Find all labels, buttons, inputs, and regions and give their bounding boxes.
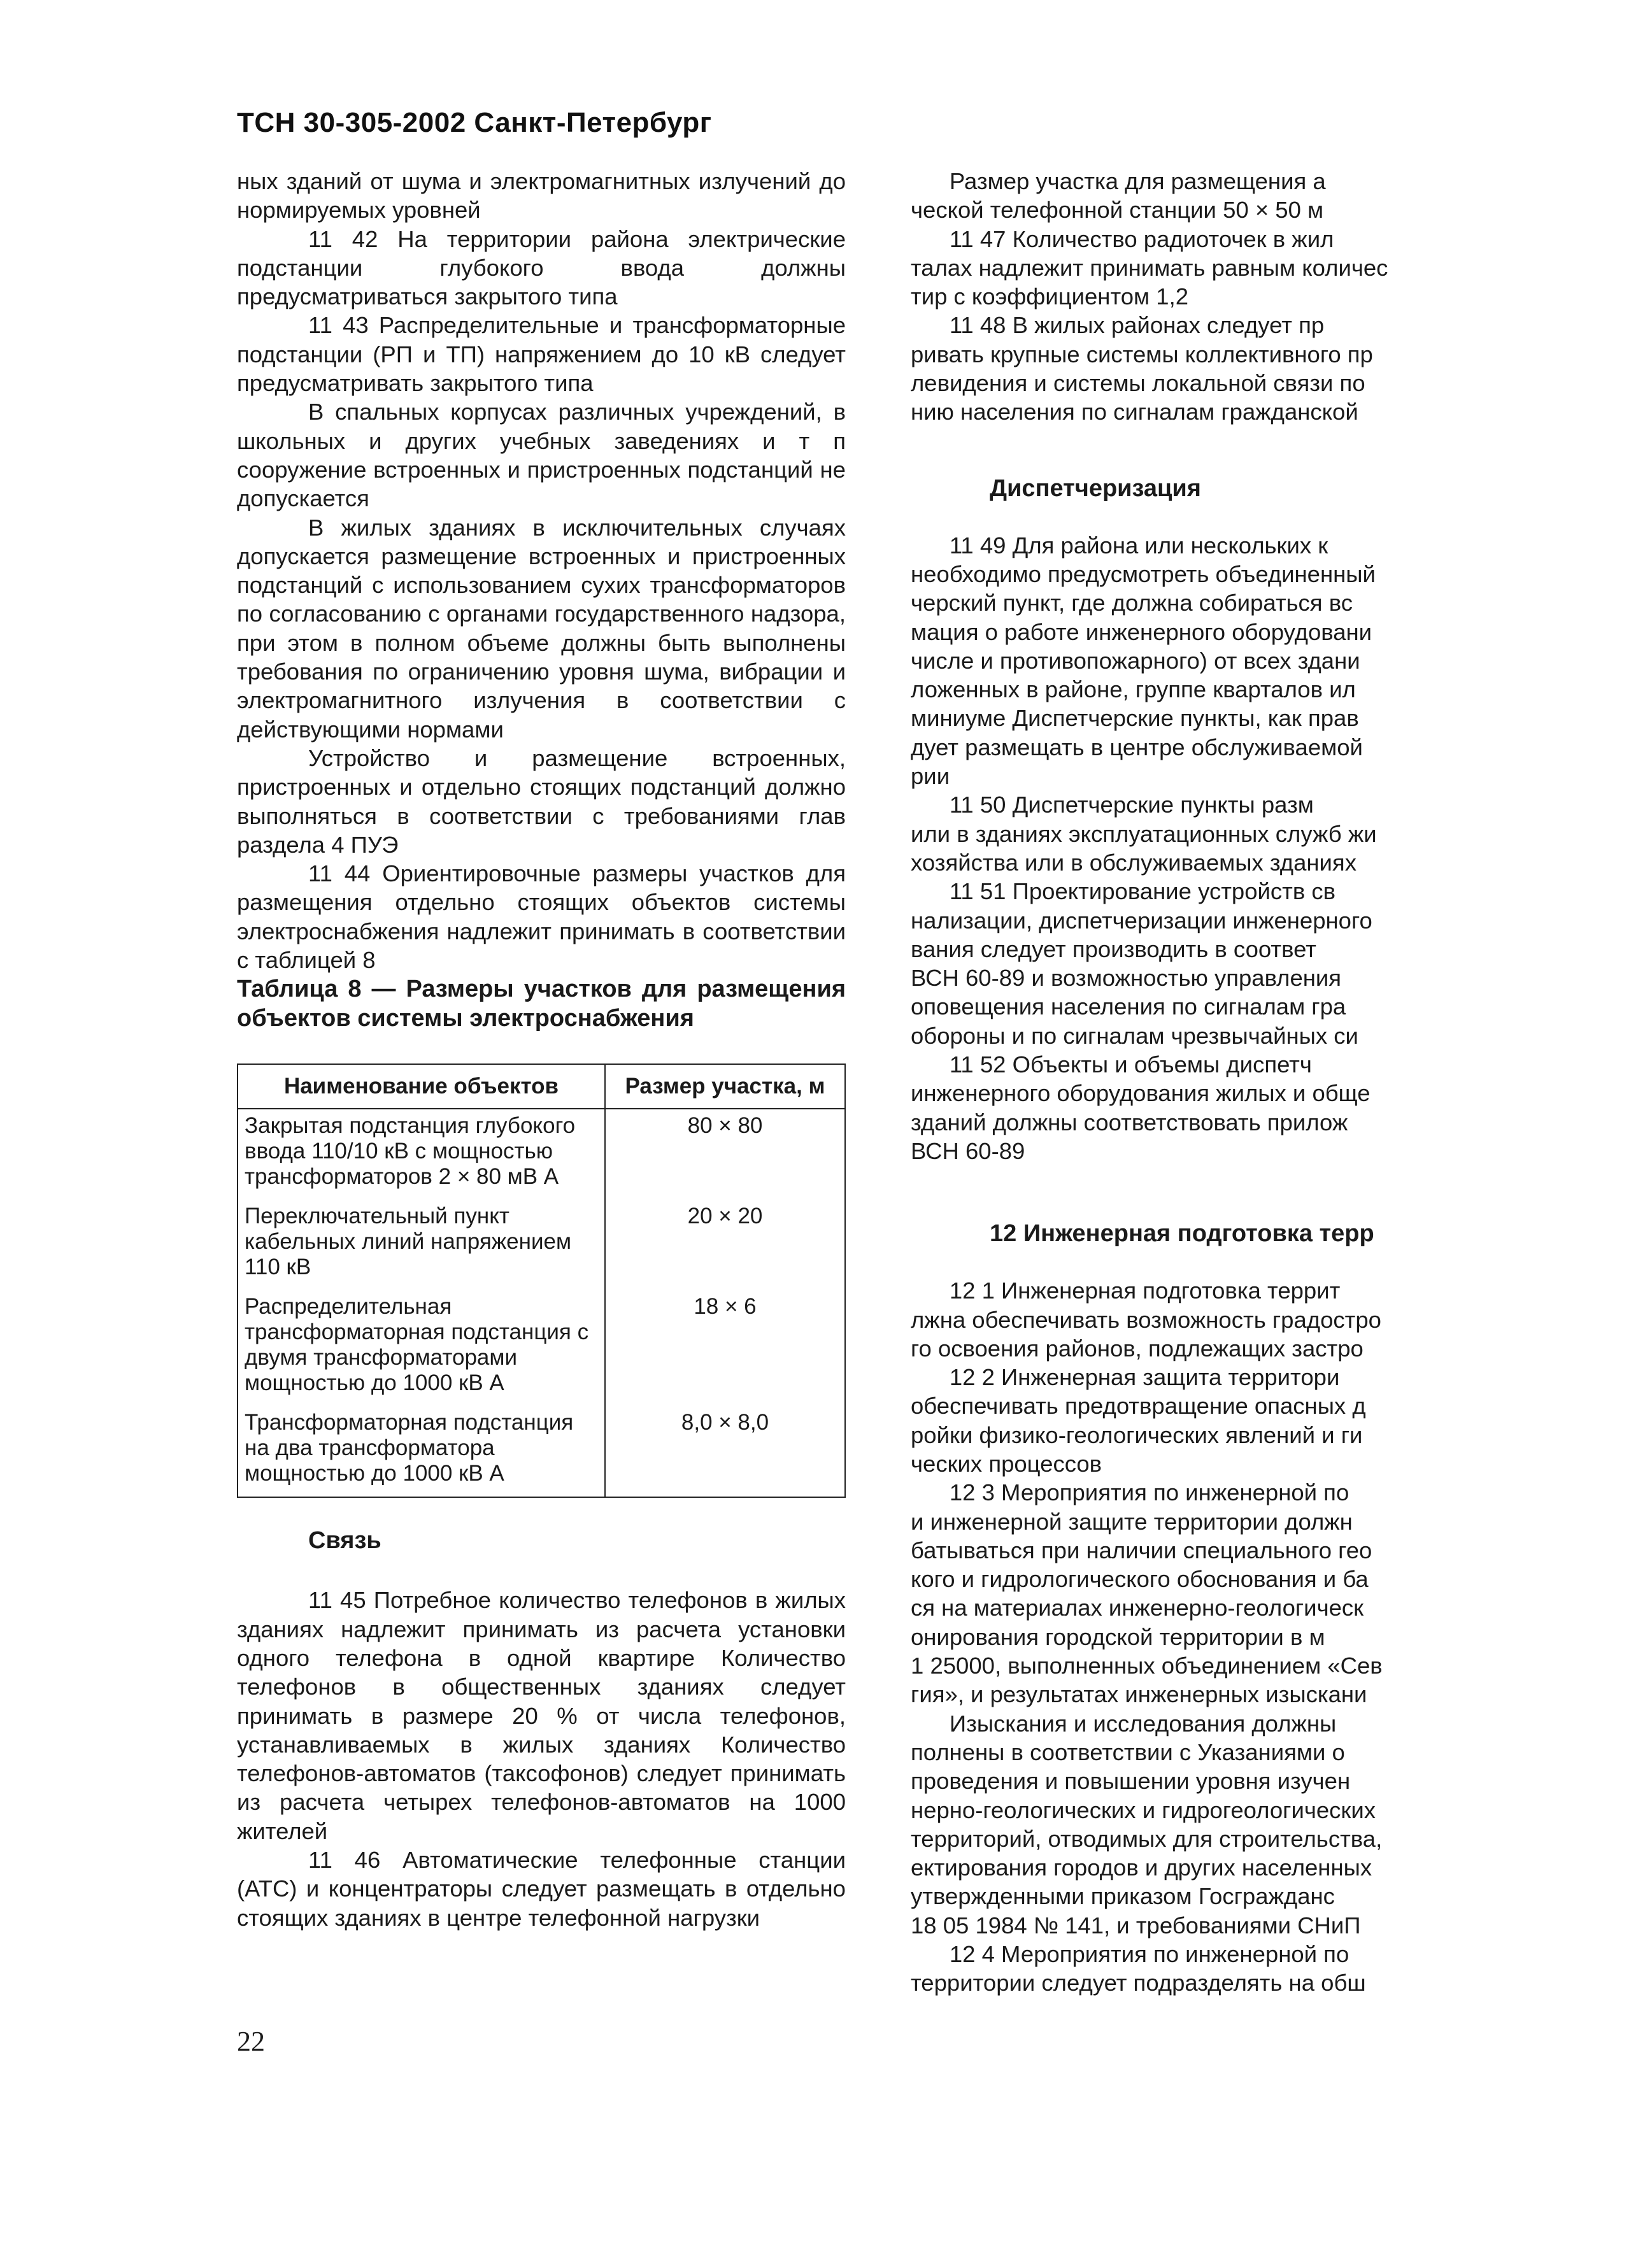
- text-line: утвержденными приказом Госгражданс: [911, 1883, 1335, 1910]
- table-cell-size: 80 × 80: [605, 1109, 845, 1200]
- text-line: проведения и повышении уровня изучен: [911, 1768, 1351, 1795]
- text-line: ческих процессов: [911, 1450, 1102, 1477]
- text-line: мация о работе инженерного оборудовани: [911, 618, 1372, 645]
- page-number: 22: [237, 2026, 265, 2057]
- section-heading-svyaz: Связь: [308, 1527, 381, 1554]
- text-line: и инженерной защите территории должн: [911, 1508, 1353, 1535]
- paragraph: 11 44 Ориентировочные размеры участков для размещения отдельно стоящих объектов системы электроснабжения надлежит принимать в соответствии с таблицей 8: [237, 860, 846, 974]
- text-line: онирования городской территории в м: [911, 1623, 1325, 1650]
- text-line: полнены в соответствии с Указаниями о: [911, 1739, 1345, 1765]
- text-line: го освоения районов, подлежащих застро: [911, 1335, 1364, 1362]
- text-line: гия», и результатах инженерных изыскани: [911, 1681, 1367, 1708]
- paragraph: В спальных корпусах различных учреждений, в школьных и других учебных заведениях и т п сооружение встроенных и пристроенных подстанций не допускается: [237, 399, 846, 512]
- table-8: [237, 1064, 846, 1498]
- text-line: рии: [911, 763, 950, 790]
- table-cell-size: 20 × 20: [605, 1200, 845, 1290]
- table-cell-name: Распределительная трансформаторная подстанция с двумя трансформаторами мощностью до 1000 кВ А: [238, 1290, 605, 1406]
- table-cell-size: 18 × 6: [605, 1290, 845, 1406]
- text-line: ВСН 60-89 и возможностью управления: [911, 965, 1342, 992]
- paragraph: 11 45 Потребное количество телефонов в жилых зданиях надлежит принимать из расчета установки одного телефона в одной квартире Количество телефонов в общественных зданиях следует принимать в размере 20 % от числа телефонов, устанавливаемых в жилых зданиях Количество телефонов-автоматов (таксофонов) следует принимать из расчета четырех телефонов-автоматов на 1000 жителей: [237, 1587, 846, 1844]
- right-column: [911, 167, 1433, 1998]
- text-line: 11 52 Объекты и объемы диспетч: [911, 1051, 1312, 1078]
- table-header-size: Размер участка, м: [605, 1064, 845, 1109]
- right-block-2: [911, 531, 1433, 1166]
- text-line: числе и противопожарного) от всех здани: [911, 647, 1360, 674]
- table-8-title: Таблица 8 — Размеры участков для размещения объектов системы электроснабжения: [237, 976, 846, 1032]
- table-header-name: Наименование объектов: [238, 1064, 605, 1109]
- table-header-row: [238, 1064, 845, 1109]
- text-line: черский пункт, где должна собираться вс: [911, 590, 1353, 616]
- text-line: ложенных в районе, группе кварталов ил: [911, 676, 1356, 703]
- text-line: обеспечивать предотвращение опасных д: [911, 1393, 1366, 1419]
- text-line: территории следует подразделять на обш: [911, 1970, 1366, 1996]
- text-line: 12 4 Мероприятия по инженерной по: [911, 1941, 1349, 1968]
- text-line: дует размещать в центре обслуживаемой: [911, 734, 1363, 760]
- text-line: 11 48 В жилых районах следует пр: [911, 312, 1325, 339]
- section-heading-dispatch: Диспетчеризация: [990, 474, 1201, 502]
- text-line: Изыскания и исследования должны: [911, 1710, 1337, 1737]
- text-line: 18 05 1984 № 141, и требованиями СНиП: [911, 1912, 1361, 1939]
- right-block-3: [911, 1276, 1433, 1997]
- text-line: нерно-геологических и гидрогеологических: [911, 1796, 1376, 1823]
- text-line: обороны и по сигналам чрезвычайных си: [911, 1022, 1358, 1049]
- text-line: 11 51 Проектирование устройств св: [911, 878, 1336, 905]
- section-heading-12: 12 Инженерная подготовка терр: [990, 1220, 1374, 1248]
- text-line: Размер участка для размещения а: [911, 168, 1326, 194]
- paragraph: Устройство и размещение встроенных, пристроенных и отдельно стоящих подстанций должно выполняться в соответствии с требованиями глав раздела 4 ПУЭ: [237, 744, 846, 858]
- table-cell-size: 8,0 × 8,0: [605, 1406, 845, 1497]
- text-line: талах надлежит принимать равным количес: [911, 254, 1388, 281]
- paragraph: 11 46 Автоматические телефонные станции (АТС) и концентраторы следует размещать в отдельно стоящих зданиях в центре телефонной нагрузки: [237, 1846, 846, 1931]
- table-row: [238, 1109, 845, 1200]
- left-paragraphs-before-table: [237, 167, 846, 974]
- table-cell-name: Закрытая подстанция глубокого ввода 110/10 кВ с мощностью трансформаторов 2 × 80 мВ А: [238, 1109, 605, 1200]
- text-line: лжна обеспечивать возможность градостро: [911, 1306, 1381, 1333]
- text-line: необходимо предусмотреть объединенный: [911, 560, 1376, 587]
- text-line: 12 2 Инженерная защита территори: [911, 1364, 1340, 1391]
- table-cell-name: Трансформаторная подстанция на два трансформатора мощностью до 1000 кВ А: [238, 1406, 605, 1497]
- right-block-1: [911, 167, 1433, 427]
- text-line: 1 25000, выполненных объединением «Сев: [911, 1653, 1383, 1679]
- text-line: тир с коэффициентом 1,2: [911, 283, 1189, 310]
- table-row: [238, 1290, 845, 1406]
- paragraph: 11 42 На территории района электрические подстанции глубокого ввода должны предусматриваться закрытого типа: [237, 225, 846, 310]
- text-line: территорий, отводимых для строительства,: [911, 1825, 1383, 1852]
- text-line: 12 3 Мероприятия по инженерной по: [911, 1479, 1349, 1506]
- table-row: [238, 1406, 845, 1497]
- text-line: миниуме Диспетчерские пункты, как прав: [911, 705, 1359, 732]
- text-line: ческой телефонной станции 50 × 50 м: [911, 197, 1324, 224]
- text-line: зданий должны соответствовать прилож: [911, 1109, 1348, 1135]
- text-line: нию населения по сигналам гражданской: [911, 399, 1358, 425]
- text-line: 11 49 Для района или нескольких к: [911, 532, 1328, 558]
- text-line: ройки физико-геологических явлений и ги: [911, 1421, 1363, 1448]
- text-line: оповещения населения по сигналам гра: [911, 993, 1346, 1020]
- left-column: [237, 167, 846, 1932]
- text-line: инженерного оборудования жилых и обще: [911, 1080, 1371, 1107]
- left-paragraphs-after-table: [237, 1586, 846, 1932]
- text-line: нализации, диспетчеризации инженерного: [911, 907, 1372, 934]
- text-line: 12 1 Инженерная подготовка террит: [911, 1277, 1341, 1304]
- text-line: 11 50 Диспетчерские пункты разм: [911, 792, 1314, 818]
- text-line: ВСН 60-89: [911, 1137, 1025, 1164]
- paragraph: 11 43 Распределительные и трансформаторные подстанции (РП и ТП) напряжением до 10 кВ следует предусматривать закрытого типа: [237, 312, 846, 397]
- text-line: ектирования городов и других населенных: [911, 1854, 1372, 1881]
- text-line: левидения и системы локальной связи по: [911, 370, 1365, 397]
- text-line: кого и гидрологического обоснования и ба: [911, 1566, 1369, 1593]
- paragraph: В жилых зданиях в исключительных случаях допускается размещение встроенных и пристроенных подстанций с использованием сухих трансформаторов по согласованию с органами государственного надзора, при этом в полном объеме должны быть выполнены требования по ограничению уровня шума, вибрации и электромагнитного излучения в соответствии с действующими нормами: [237, 514, 846, 743]
- text-line: батываться при наличии специального гео: [911, 1537, 1372, 1563]
- paragraph: ных зданий от шума и электромагнитных излучений до нормируемых уровней: [237, 168, 846, 224]
- text-line: вания следует производить в соответ: [911, 936, 1316, 962]
- text-line: или в зданиях эксплуатационных служб жи: [911, 820, 1377, 847]
- table-row: [238, 1200, 845, 1290]
- text-line: ривать крупные системы коллективного пр: [911, 341, 1373, 367]
- table-cell-name: Переключательный пункт кабельных линий напряжением 110 кВ: [238, 1200, 605, 1290]
- text-line: хозяйства или в обслуживаемых зданиях: [911, 849, 1356, 876]
- text-line: 11 47 Количество радиоточек в жил: [911, 225, 1334, 252]
- text-line: ся на материалах инженерно-геологическ: [911, 1595, 1364, 1621]
- document-header: ТСН 30-305-2002 Санкт-Петербург: [237, 107, 712, 138]
